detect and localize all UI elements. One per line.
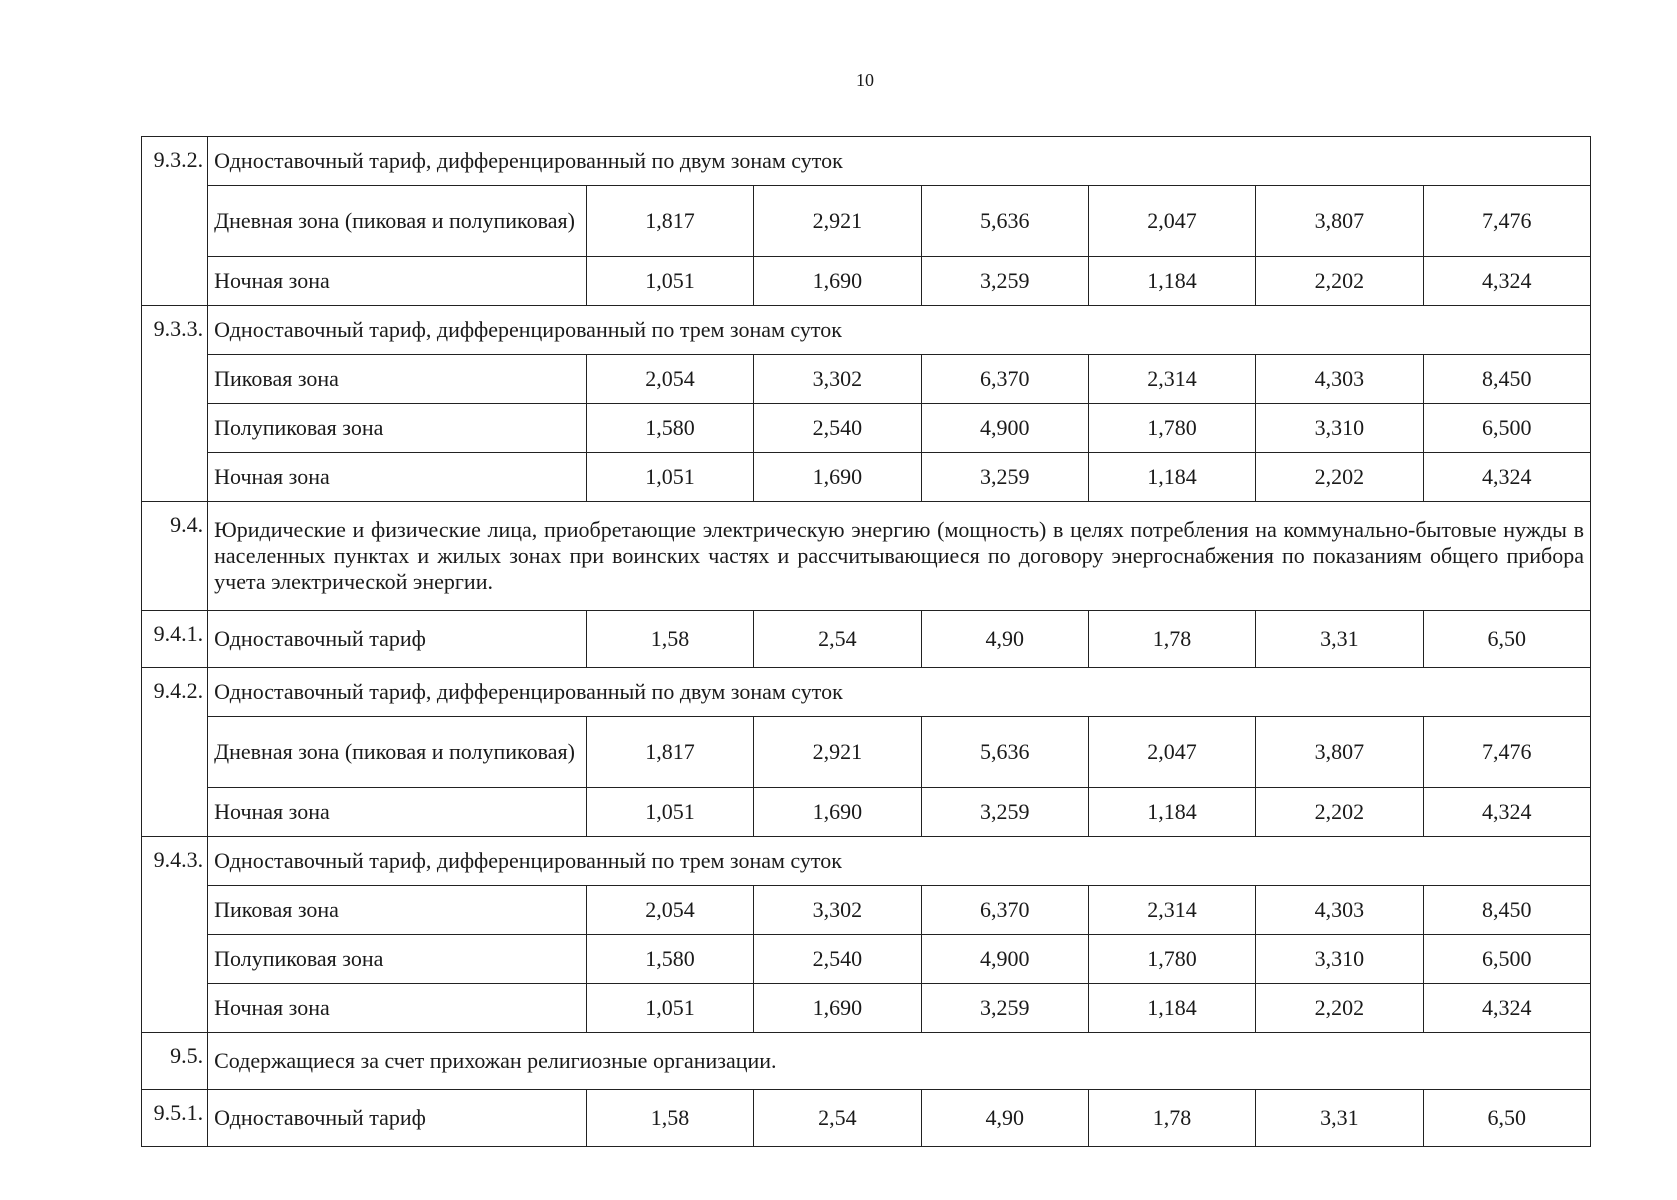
tariff-value: 4,324: [1423, 788, 1590, 837]
tariff-value: 2,54: [754, 1090, 921, 1147]
page-number: 10: [856, 70, 874, 90]
tariff-value: 1,580: [586, 404, 753, 453]
section-title: Одноставочный тариф, дифференцированный по двум зонам суток: [208, 668, 1591, 717]
tariff-value: 5,636: [921, 186, 1088, 257]
table-row: [142, 935, 1591, 984]
tariff-value: 3,31: [1256, 611, 1423, 668]
tariff-value: 1,690: [754, 984, 921, 1033]
tariff-value: 1,78: [1088, 611, 1255, 668]
tariff-value: 1,817: [586, 717, 753, 788]
tariff-value: 3,310: [1256, 404, 1423, 453]
section-number: 9.4.3.: [142, 837, 208, 1033]
table-row: [142, 788, 1591, 837]
tariff-value: 4,303: [1256, 355, 1423, 404]
tariff-value: 2,314: [1088, 886, 1255, 935]
tariff-value: 2,047: [1088, 717, 1255, 788]
tariff-value: 3,259: [921, 257, 1088, 306]
section-number: 9.4.: [142, 502, 208, 611]
tariff-value: 4,90: [921, 611, 1088, 668]
tariff-value: 3,807: [1256, 186, 1423, 257]
row-label: Пиковая зона: [208, 886, 587, 935]
tariff-value: 4,324: [1423, 453, 1590, 502]
row-label: Пиковая зона: [208, 355, 587, 404]
section-title: Одноставочный тариф, дифференцированный по двум зонам суток: [208, 137, 1591, 186]
tariff-value: 2,921: [754, 186, 921, 257]
tariff-value: 2,540: [754, 404, 921, 453]
tariff-value: 1,051: [586, 984, 753, 1033]
tariff-value: 2,202: [1256, 257, 1423, 306]
tariff-value: 8,450: [1423, 355, 1590, 404]
tariff-value: 4,900: [921, 935, 1088, 984]
tariff-value: 3,259: [921, 984, 1088, 1033]
tariff-value: 6,50: [1423, 611, 1590, 668]
tariff-value: 1,184: [1088, 453, 1255, 502]
section-number: 9.5.: [142, 1033, 208, 1090]
tariff-value: 1,690: [754, 257, 921, 306]
tariff-value: 2,202: [1256, 453, 1423, 502]
row-label: Ночная зона: [208, 788, 587, 837]
tariff-value: 3,807: [1256, 717, 1423, 788]
tariff-value: 7,476: [1423, 717, 1590, 788]
table-row: [142, 886, 1591, 935]
table-row: [142, 611, 1591, 668]
tariff-value: 1,184: [1088, 788, 1255, 837]
section-heading-row: [142, 1033, 1591, 1090]
tariff-value: 3,302: [754, 886, 921, 935]
row-label: Полупиковая зона: [208, 404, 587, 453]
row-label: Дневная зона (пиковая и полупиковая): [208, 186, 587, 257]
row-label: Ночная зона: [208, 984, 587, 1033]
tariff-value: 6,370: [921, 355, 1088, 404]
section-title: Юридические и физические лица, приобретающие электрическую энергию (мощность) в целях потребления на коммунально-бытовые нужды в населенных пунктах и жилых зонах при воинских частях и рассчитывающиеся по договору энергоснабжения по показаниям общего прибора учета электрической энергии.: [208, 502, 1591, 611]
table-row: [142, 404, 1591, 453]
tariff-value: 1,690: [754, 788, 921, 837]
table-row: [142, 186, 1591, 257]
section-title: Одноставочный тариф, дифференцированный по трем зонам суток: [208, 306, 1591, 355]
tariff-value: 2,047: [1088, 186, 1255, 257]
section-number: 9.3.3.: [142, 306, 208, 502]
tariff-value: 6,370: [921, 886, 1088, 935]
table-row: [142, 453, 1591, 502]
section-title: Содержащиеся за счет прихожан религиозные организации.: [208, 1033, 1591, 1090]
tariff-value: 2,202: [1256, 788, 1423, 837]
tariff-value: 2,054: [586, 886, 753, 935]
tariff-value: 3,31: [1256, 1090, 1423, 1147]
tariff-value: 4,90: [921, 1090, 1088, 1147]
tariff-value: 1,051: [586, 453, 753, 502]
tariff-value: 4,324: [1423, 257, 1590, 306]
tariff-value: 6,500: [1423, 935, 1590, 984]
tariff-value: 5,636: [921, 717, 1088, 788]
section-header-row: [142, 137, 1591, 186]
tariff-value: 2,540: [754, 935, 921, 984]
tariff-table: [141, 136, 1591, 1147]
section-title: Одноставочный тариф, дифференцированный по трем зонам суток: [208, 837, 1591, 886]
tariff-value: 3,302: [754, 355, 921, 404]
section-number: 9.3.2.: [142, 137, 208, 306]
tariff-value: 1,184: [1088, 984, 1255, 1033]
row-label: Ночная зона: [208, 453, 587, 502]
tariff-value: 4,303: [1256, 886, 1423, 935]
tariff-value: 1,184: [1088, 257, 1255, 306]
tariff-value: 1,78: [1088, 1090, 1255, 1147]
tariff-value: 1,58: [586, 611, 753, 668]
row-label: Полупиковая зона: [208, 935, 587, 984]
row-label: Ночная зона: [208, 257, 587, 306]
table-row: [142, 1090, 1591, 1147]
tariff-value: 1,051: [586, 788, 753, 837]
tariff-value: 6,500: [1423, 404, 1590, 453]
table-row: [142, 257, 1591, 306]
section-header-row: [142, 668, 1591, 717]
tariff-value: 2,921: [754, 717, 921, 788]
tariff-value: 6,50: [1423, 1090, 1590, 1147]
row-label: Одноставочный тариф: [208, 611, 587, 668]
tariff-value: 4,900: [921, 404, 1088, 453]
table-row: [142, 355, 1591, 404]
tariff-value: 3,259: [921, 788, 1088, 837]
tariff-value: 4,324: [1423, 984, 1590, 1033]
section-number: 9.4.1.: [142, 611, 208, 668]
section-header-row: [142, 306, 1591, 355]
section-number: 9.4.2.: [142, 668, 208, 837]
section-heading-row: [142, 502, 1591, 611]
row-label: Дневная зона (пиковая и полупиковая): [208, 717, 587, 788]
tariff-value: 3,259: [921, 453, 1088, 502]
tariff-value: 8,450: [1423, 886, 1590, 935]
table-row: [142, 717, 1591, 788]
tariff-value: 1,690: [754, 453, 921, 502]
tariff-value: 1,58: [586, 1090, 753, 1147]
section-number: 9.5.1.: [142, 1090, 208, 1147]
tariff-value: 2,314: [1088, 355, 1255, 404]
table-row: [142, 984, 1591, 1033]
row-label: Одноставочный тариф: [208, 1090, 587, 1147]
tariff-value: 3,310: [1256, 935, 1423, 984]
tariff-value: 2,54: [754, 611, 921, 668]
tariff-value: 1,817: [586, 186, 753, 257]
tariff-value: 7,476: [1423, 186, 1590, 257]
tariff-value: 2,202: [1256, 984, 1423, 1033]
section-header-row: [142, 837, 1591, 886]
tariff-value: 1,580: [586, 935, 753, 984]
tariff-value: 1,051: [586, 257, 753, 306]
tariff-value: 1,780: [1088, 404, 1255, 453]
tariff-value: 1,780: [1088, 935, 1255, 984]
tariff-value: 2,054: [586, 355, 753, 404]
